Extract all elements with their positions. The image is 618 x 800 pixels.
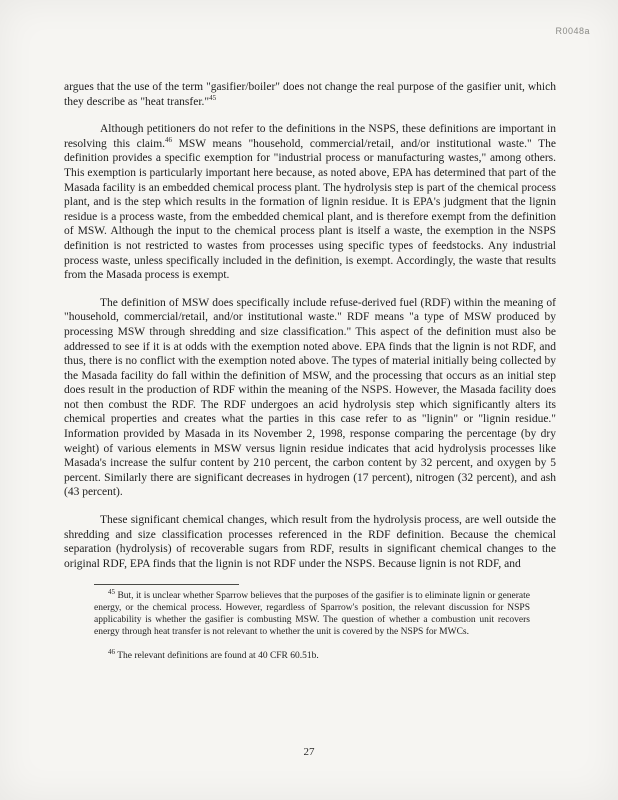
paragraph: These significant chemical changes, which result from the hydrolysis process, are well outside the shredding and size classification processes referenced in the RDF definition. Because the chemical separation (hydrolysis) of recoverable sugars from RDF, results in significant chemical changes to the original RDF, EPA finds that the lignin is not RDF under the NSPS. Because lignin is not RDF, and (64, 514, 556, 570)
footnote-marker: 45 (108, 588, 115, 597)
page-number: 27 (303, 746, 315, 758)
paragraph: argues that the use of the term "gasifier/boiler" does not change the real purpose of the gasifier unit, which they describe as "heat transfer."$^{45}$ (64, 81, 556, 108)
paragraph: The definition of MSW does specifically include refuse-derived fuel (RDF) within the meaning of "household, commercial/retail, and/or institutional waste." RDF means "a type of MSW produced by processing MSW through shredding and size classification." This aspect of the definition must also be addressed to see if it is at odds with the exemption noted above. EPA finds that the lignin is not RDF, and thus, there is no conflict with the exemption noted above. The types of material initially being collected by the Masada facility do fall within the definition of MSW, and the processing that occurs as an initial step does result in the production of RDF within the meaning of the NSPS. However, the Masada facility does not then combust the RDF. The RDF undergoes an acid hydrolysis step which significantly alters its chemical properties and creates what the parties in this case refer to as "lignin" or "lignin residue." Information provided by Masada in its November 2, 1998, response comparing the percentage (by dry weight) of various elements in MSW versus lignin residue indicates that acid hydrolysis processes like Masada's increase the sulfur content by 210 percent, the carbon content by 32 percent, and oxygen by 5 percent. Similarly there are significant decreases in hydrogen (17 percent), nitrogen (32 percent), and ash (43 percent). (64, 296, 556, 499)
footnote-marker: 45 (209, 93, 217, 102)
footnote-marker: 46 (165, 135, 173, 144)
corner-stamp: R0048a (555, 26, 590, 36)
footnote: $^{46}$ The relevant definitions are found at 40 CFR 60.51b. (108, 647, 319, 661)
footnote-marker: 46 (108, 647, 115, 656)
footnotes (64, 588, 556, 662)
footnote-separator (94, 584, 239, 585)
footnote: $^{45}$ But, it is unclear whether Sparrow believes that the purposes of the gasifier is to eliminate lignin or generate energy, or the chemical process. However, regardless of Sparrow's position, the relevant discussion for NSPS applicability is whether the gasifier is combusting MSW. The question of whether a combustion unit recovers energy through heat transfer is not relevant to whether the unit is covered by the NSPS for MWCs. (94, 588, 530, 637)
document-content (64, 80, 556, 674)
paragraph: Although petitioners do not refer to the definitions in the NSPS, these definitions are important in resolving this claim.$^{46}$ MSW means "household, commercial/retail, and/or institutional waste." The definition provides a specific exemption for "industrial process or manufacturing wastes," among others. This exemption is particularly important here because, as noted above, EPA has determined that part of the Masada facility is an embedded chemical process plant. The hydrolysis step is part of the chemical process plant, and is the step which results in the formation of lignin residue. It is EPA's judgment that the lignin residue is a process waste, from the embedded chemical plant, and is therefore exempt from the definition of MSW. Although the input to the chemical process plant is itself a waste, the exemption in the NSPS definition is not restricted to wastes from processes using specific types of feedstocks. Any industrial process waste, unless specifically included in the definition, is exempt. Accordingly, the waste that results from the Masada process is exempt. (64, 123, 556, 282)
body-paragraphs (64, 80, 556, 571)
